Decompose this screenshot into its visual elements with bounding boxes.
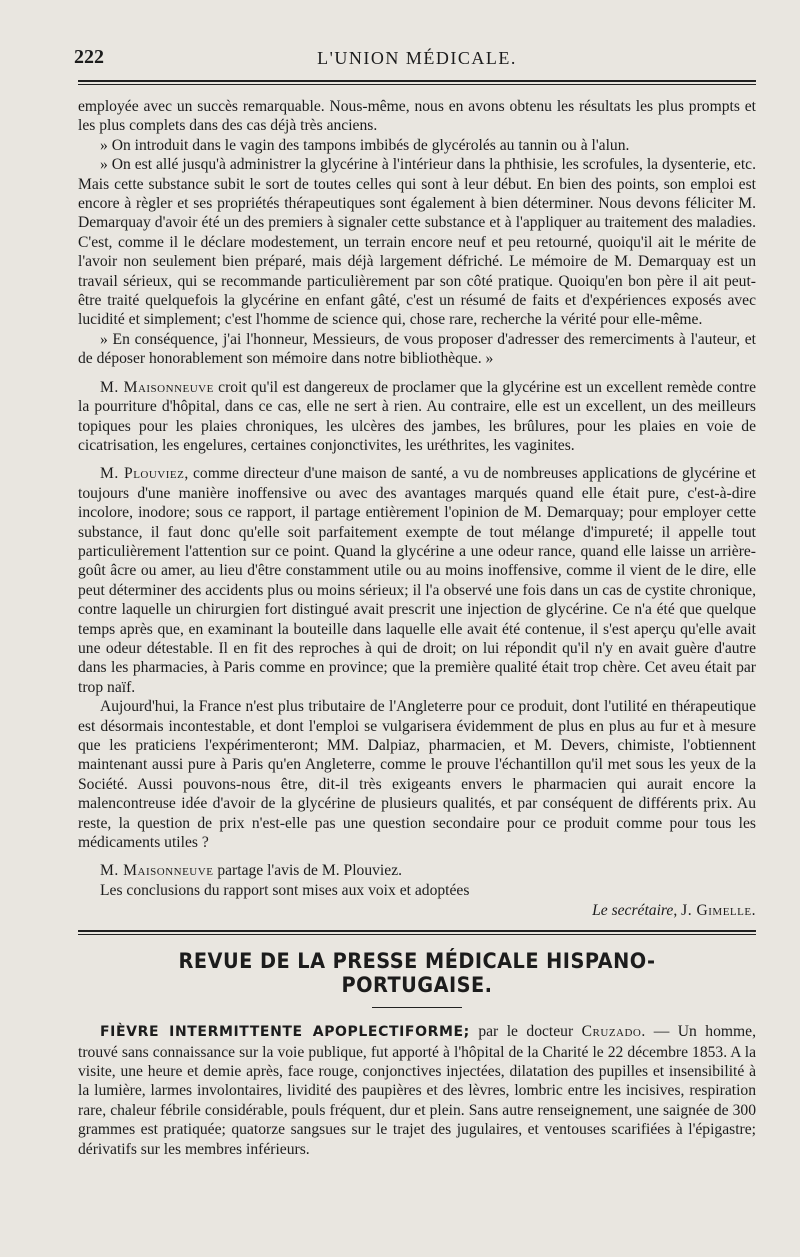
article-body [78, 97, 756, 900]
section-title: REVUE DE LA PRESSE MÉDICALE HISPANO-PORTUGAISE. [178, 949, 656, 998]
paragraph-maisonneuve [78, 378, 756, 456]
section-rule [78, 930, 756, 935]
speaker-name: M. Maisonneuve [100, 862, 214, 880]
speaker-name: M. Maisonneuve [100, 378, 214, 396]
paragraph-text: , comme directeur d'une maison de santé, a vu de nombreuses applications de glycérine et toujours d'une manière inoffensive ou avec des avantages marqués quand elle était pure, c'est-à-dire incolore, inodore; sous ce rapport, il partage entièrement l'opinion de M. Demarquay; pour employer cette substance, il faut donc qu'elle soit parfaitement exempte de tout mélange d'impureté; il appelle tout particulièrement l'attention sur ce point. Quand la glycérine a une odeur rance, quand elle laisse un arrière-goût âcre ou amer, au lieu d'être constamment utile ou au moins inoffensive, comme il vient de le dire, elle peut déterminer des accidents plus ou moins sérieux; il l'a observé une fois dans un cas de cystite chronique, contre laquelle un chirurgien fort distingué avait prescrit une injection de glycérine. Ce n'a été que quelque temps après que, en examinant la bouteille dans laquelle elle avait été contenue, il s'est aperçu qu'elle avait une odeur détestable. Il en fit des reproches à qui de droit; on lui répondit qu'il n'y en avait guère d'autre dans les pharmacies, à Paris comme en province; que la première qualité était trop chère. Cet aveu était par trop naïf. [78, 465, 756, 696]
section-body [78, 1022, 756, 1159]
paragraph-text: . — Un homme, trouvé sans connaissance sur la voie publique, fut apporté à l'hôpital de la Charité le 22 décembre 1853. A la visite, une heure et demie après, face rouge, conjonctives injectées, dilatation des pupilles et insensibilité à la lumière, larmes involontaires, lividité des paupières et des lèvres, lombric entre les incisives, respiration rare, chaleur fébrile considérable, pouls fréquent, dur et plein. Sans autre renseignement, une saignée de 300 grammes est pratiquée; quatorze sangsues sur le trajet des jugulaires, et ventouses scarifiées à l'épigastre; dérivatifs sur les membres inférieurs. [78, 1023, 756, 1158]
paragraph: » En conséquence, j'ai l'honneur, Messieurs, de vous proposer d'adresser des remerciments à l'auteur, et de déposer honorablement son mémoire dans notre bibliothèque. » [78, 330, 756, 368]
page-header [74, 46, 756, 76]
page-number: 222 [74, 46, 104, 68]
paragraph: Aujourd'hui, la France n'est plus tributaire de l'Angleterre pour ce produit, dont l'utilité en thérapeutique est désormais incontestable, et dont l'emploi se vulgarisera évidemment de plus en plus au fur et à mesure que les praticiens l'expérimenteront; MM. Dalpiaz, pharmacien, et M. Devers, chimiste, l'obtiennent maintenant aussi pure à Paris qu'en Angleterre, comme le prouve l'échantillon qu'il met sous les yeux de la Société. Aussi pouvons-nous être, dit-il très exigeants envers le pharmacien qui aurait encore la malencontreuse idée d'avoir de la glycérine de plusieurs qualités, et par conséquent de différents prix. Au reste, la question de prix n'est-elle pas une question secondaire pour ce produit comme pour tous les médicaments utiles ? [78, 698, 756, 852]
paragraph: employée avec un succès remarquable. Nous-même, nous en avons obtenu les résultats les plus prompts et les plus complets dans des cas déjà très anciens. [78, 98, 756, 135]
signature-name: J. Gimelle. [681, 902, 756, 920]
paragraph-maisonneuve-2 [78, 861, 756, 880]
signature-role: Le secrétaire [592, 902, 674, 920]
author-name: Cruzado [581, 1023, 642, 1041]
author-intro: par le docteur [469, 1023, 582, 1041]
paragraph: » On introduit dans le vagin des tampons imbibés de glycérolés au tannin ou à l'alun. [100, 136, 630, 154]
paragraph: » On est allé jusqu'à administrer la glycérine à l'intérieur dans la phthisie, les scrofules, la dysenterie, etc. Mais cette substance subit le sort de toutes celles qui sont à leur début. En bien des points, son emploi est encore à règler et ses propriétés thérapeutiques sont également à bien déterminer. Nous devons féliciter M. Demarquay d'avoir été un des premiers à signaler cette substance et à l'appliquer au traitement des maladies. C'est, comme il le déclare modestement, un terrain encore neuf et peu retourné, quoiqu'il ait le mérite de l'avoir non seulement bien préparé, mais déjà largement défriché. Le mémoire de M. Demarquay est un travail sérieux, qui se recommande particulièrement par son côté pratique. Quoiqu'en bon père il ait peut-être traité quelquefois la glycérine en enfant gâté, c'est un résumé de faits et d'expériences exposés avec lucidité et simplement; c'est l'homme de science qui, chose rare, recherche la vérité pour elle-même. [78, 156, 756, 329]
paragraph-plouviez [78, 464, 756, 697]
paragraph-text: croit qu'il est dangereux de proclamer que la glycérine est un excellent remède contre la pourriture d'hôpital, dans ce cas, elle ne sert à rien. Au contraire, elle est un excellent, un des meilleurs topiques pour les plaies chroniques, les ulcères des jambes, les brûlures, pour les plaies en voie de cicatrisation, les engelures, certaines conjonctivites, les uréthrites, les vaginites. [78, 378, 756, 454]
header-rule [78, 80, 756, 85]
running-title: L'UNION MÉDICALE. [317, 48, 517, 68]
title-underline [372, 1007, 462, 1008]
case-heading: FIÈVRE INTERMITTENTE APOPLECTIFORME; [100, 1024, 470, 1041]
signature: Le secrétaire, J. Gimelle. [592, 902, 756, 920]
paragraph-text: partage l'avis de M. Plouviez. [213, 862, 403, 880]
speaker-name: M. Plouviez [100, 465, 185, 483]
paragraph-case-report [78, 1022, 756, 1159]
paragraph-conclusions: Les conclusions du rapport sont mises aux voix et adoptées [100, 881, 470, 899]
